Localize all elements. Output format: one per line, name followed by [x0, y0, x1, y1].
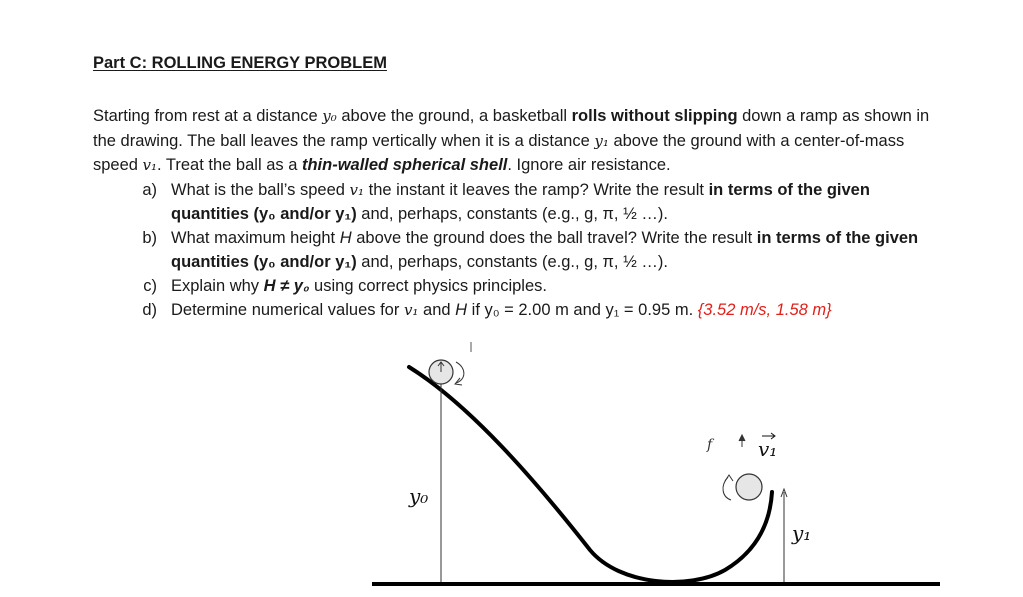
y1-label: y₁	[792, 521, 812, 545]
y0-label: y₀	[409, 484, 429, 508]
svg-text:f: f	[707, 437, 713, 453]
rotation-arrow-top	[456, 362, 464, 383]
question-b: b) What maximum height H above the ground does the ball travel? Write the result in terms of the given quantities (y₀ and/or y₁) and, perhaps, constants (e.g., g, π, ½ …).	[142, 229, 919, 271]
question-d: d) Determine numerical values for v₁ and H if y₀ = 2.00 m and y₁ = 0.95 m. {3.52 m/s, 1.58 m}	[142, 301, 832, 319]
v1-label: v₁	[758, 437, 778, 461]
question-c: c) Explain why H ≠ y₀ using correct physics principles.	[143, 277, 547, 295]
rotation-arrow-exit	[723, 477, 731, 500]
page-title: Part C: ROLLING ENERGY PROBLEM	[93, 54, 387, 72]
question-a: a) What is the ball’s speed v₁ the instant it leaves the ramp? Write the result in terms of the given quantities (y₀ and/or y₁) and, perhaps, constants (e.g., g, π, ½ …).	[142, 181, 870, 223]
ball-exit	[736, 474, 762, 500]
ramp-curve	[409, 367, 772, 582]
problem-statement: Starting from rest at a distance y₀ above the ground, a basketball rolls without slipping down a ramp as shown in the drawing. The ball leaves the ramp vertically when it is a distance y₁ above the ground with a center-of-mass speed v₁. Treat the ball as a thin-walled spherical shell. Ignore air resistance.	[93, 107, 930, 174]
answer-text: {3.52 m/s, 1.58 m}	[697, 301, 832, 319]
